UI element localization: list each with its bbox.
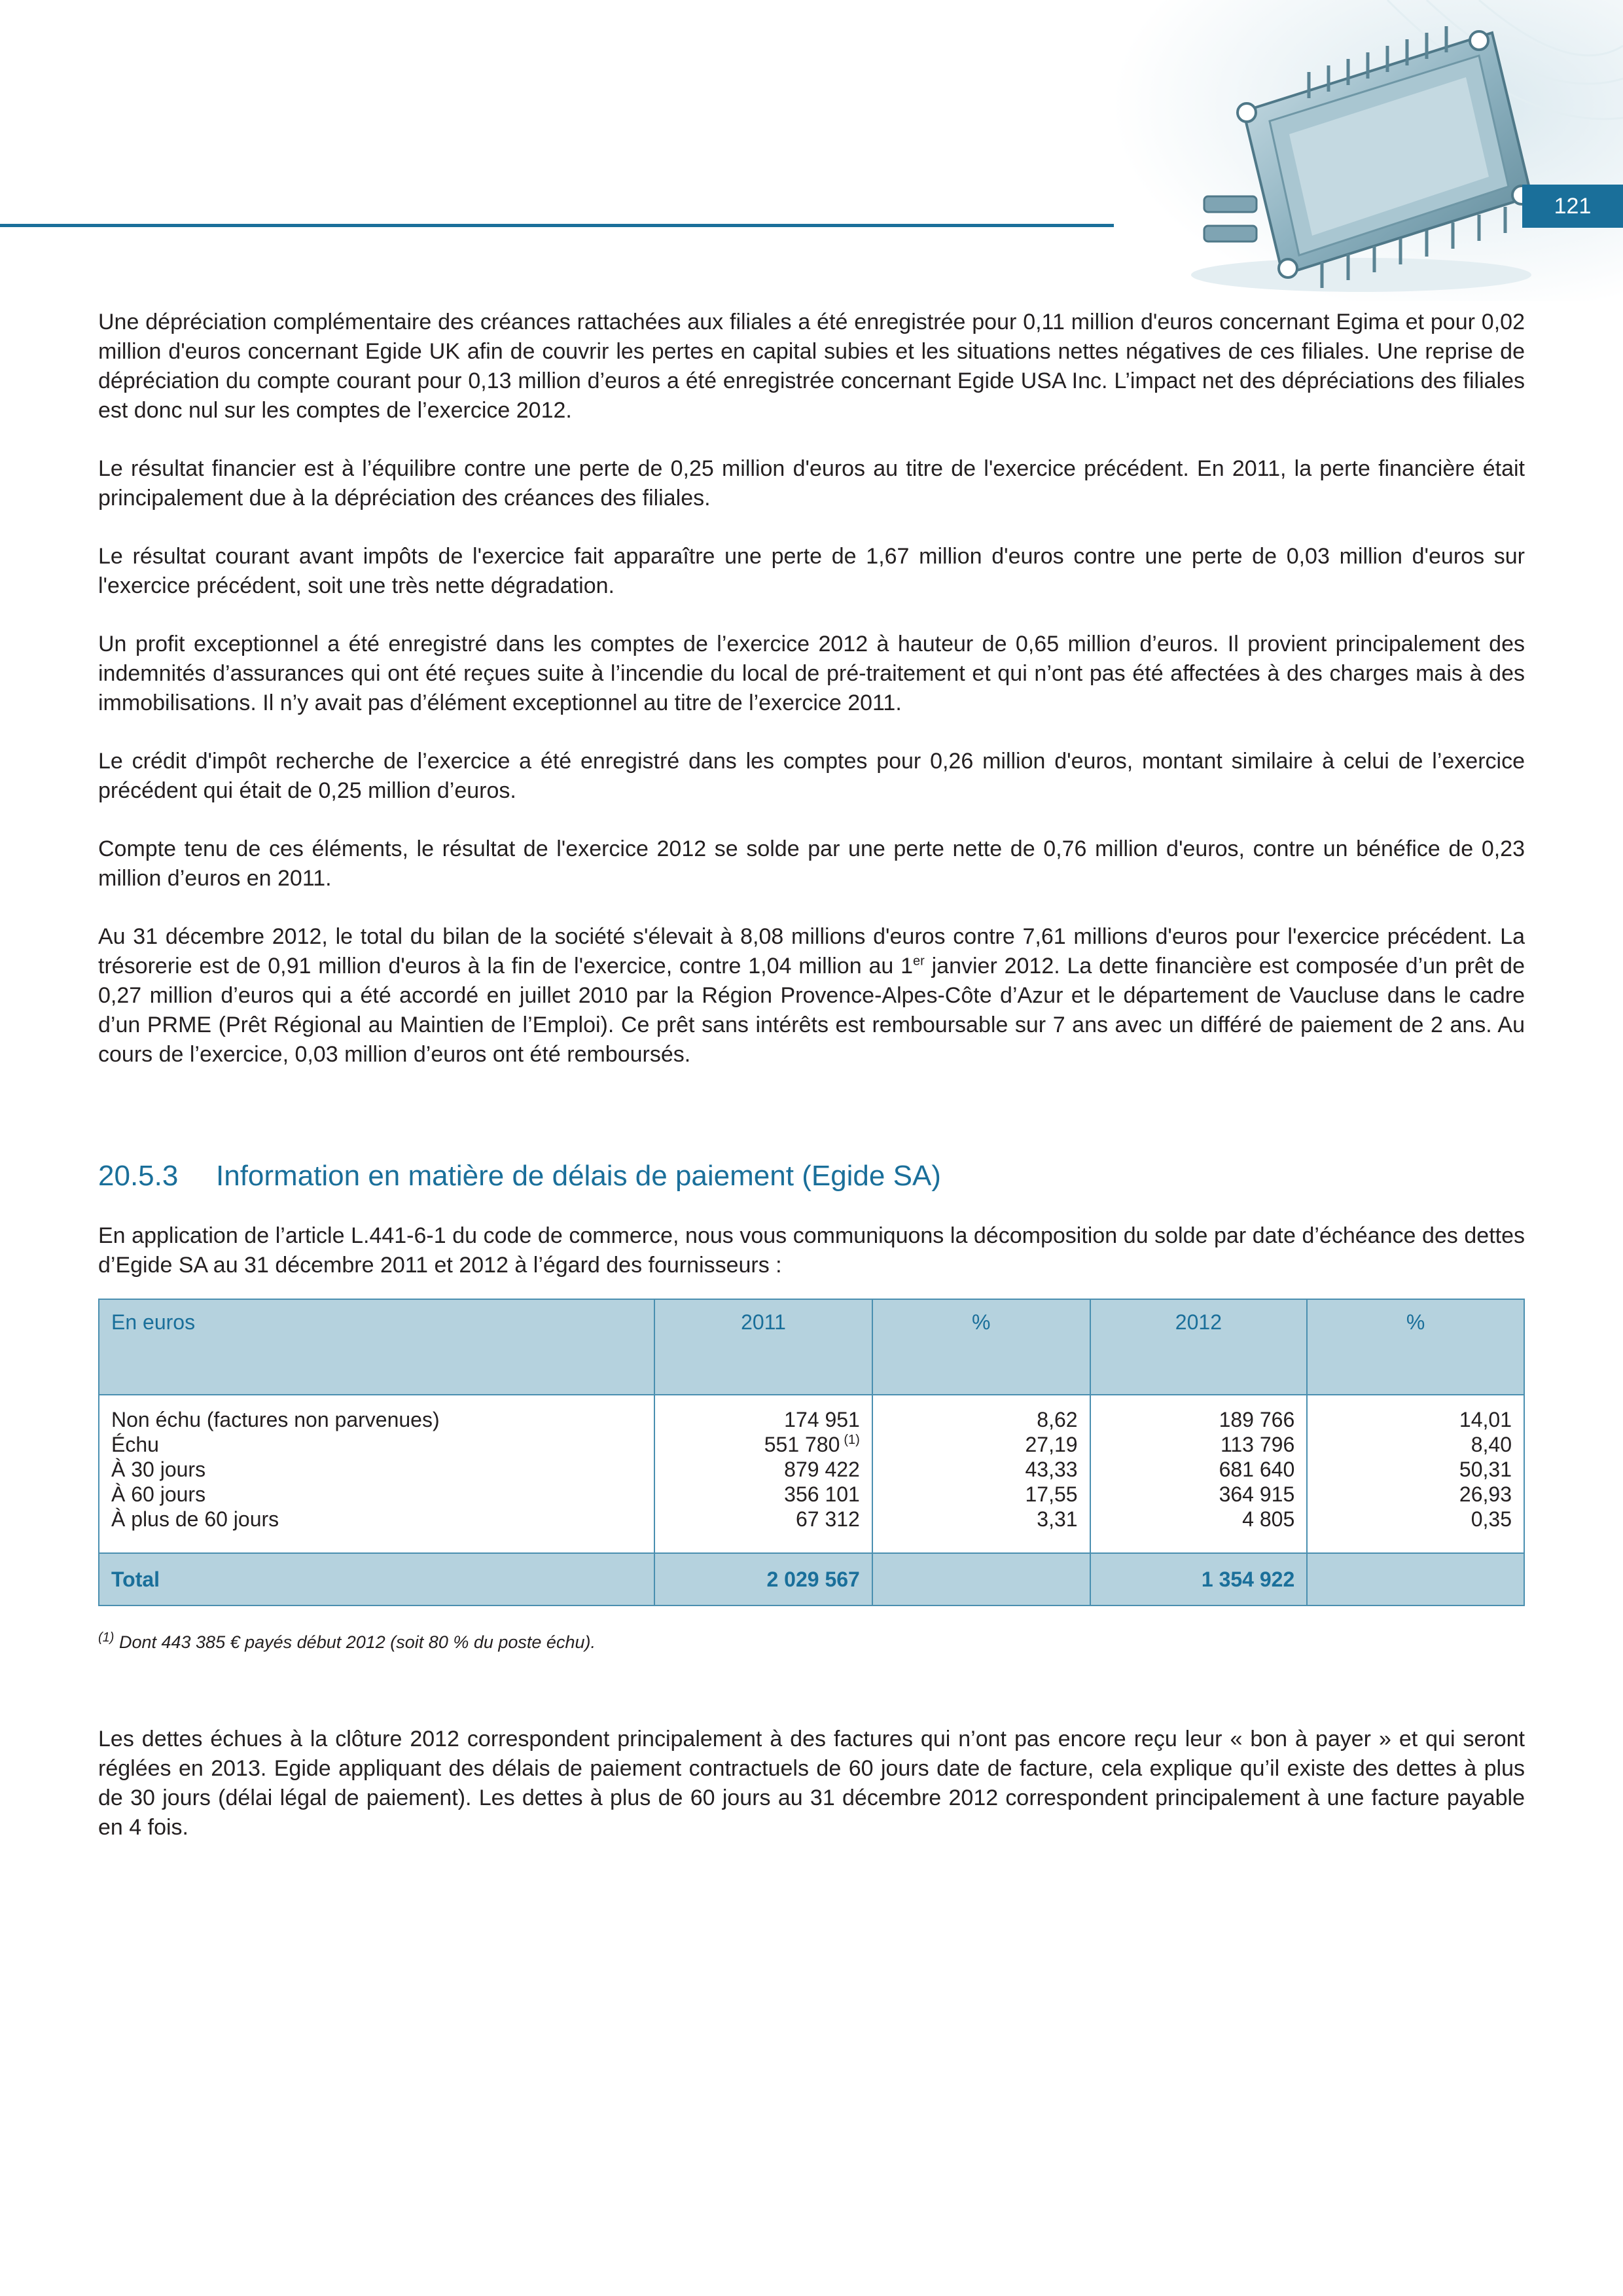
total-label: Total [99,1553,654,1605]
values-2012-cell [1090,1395,1308,1553]
paragraph-closing: Les dettes échues à la clôture 2012 correspondent principalement à des factures qui n’ont pas encore reçu leur « bon à payer » et qui seront réglées en 2013. Egide appliquant des délais de paiement contractuels de 60 jours date de facture, cela explique qu’il existe des dettes à plus de 30 jours (délai légal de paiement). Les dettes à plus de 60 jours au 31 décembre 2012 correspondent principalement à une facture payable en 4 fois. [98,1727,1525,1840]
row-label: Échu [111,1433,159,1456]
value-2011: 67 312 [795,1507,860,1531]
total-percent-2011 [872,1553,1090,1605]
percent-2012: 26,93 [1459,1482,1512,1506]
bilan-text-part2: janvier 2012. La dette financière est composée d’un prêt de 0,27 million d’euros qui a été accordé en juillet 2010 par la Région Provence-Alpes-Côte d’Azur et le département de Vaucluse dans le cadre d’un PRME (Prêt Régional au Maintien de l’Emploi). Ce prêt sans intérêts est remboursable sur 7 ans avec un différé de paiement de 2 ans. Au cours de l’exercice, 0,03 million d’euros ont été remboursés. [98,954,1525,1067]
row-label: À 30 jours [111,1458,206,1481]
value-2012: 681 640 [1219,1458,1295,1481]
value-2011: 551 780 [764,1433,840,1456]
footnote-text: Dont 443 385 € payés début 2012 (soit 80 % du poste échu). [114,1632,596,1652]
value-2011-echu [667,1432,860,1457]
percent-2012: 50,31 [1459,1458,1512,1481]
page-content [98,308,1525,1871]
section-intro: En application de l’article L.441-6-1 du code de commerce, nous vous communiquons la décomposition du solde par date d’échéance des dettes d’Egide SA au 31 décembre 2011 et 2012 à l’égard des fournisseurs : [98,1223,1525,1278]
footnote-mark: (1) [98,1630,115,1645]
header-package-illustration [1113,0,1623,301]
header-en-euros: En euros [99,1299,654,1395]
percent-2011: 27,19 [1025,1433,1078,1456]
bilan-superscript: er [913,954,925,969]
percent-2011: 17,55 [1025,1482,1078,1506]
value-2012: 189 766 [1219,1408,1295,1431]
percent-2012: 8,40 [1471,1433,1512,1456]
table-header-row [99,1299,1524,1395]
table-total-row [99,1553,1524,1605]
value-2011: 174 951 [784,1408,860,1431]
total-percent-2012 [1307,1553,1524,1605]
table-footnote [98,1632,1525,1653]
row-label: À plus de 60 jours [111,1507,279,1531]
row-label: À 60 jours [111,1482,206,1506]
paragraph-depreciation: Une dépréciation complémentaire des créances rattachées aux filiales a été enregistrée pour 0,11 million d'euros concernant Egima et pour 0,02 million d'euros concernant Egide UK afin de couvrir les pertes en capital subies et les situations nettes négatives de ces filiales. Une reprise de dépréciation du compte courant pour 0,13 million d’euros a été enregistrée concernant Egide USA Inc. L’impact net des dépréciations des filiales est donc nul sur les comptes de l’exercice 2012. [98,310,1525,423]
value-2012: 113 796 [1220,1433,1295,1456]
value-2012: 364 915 [1219,1482,1295,1506]
payment-terms-table [98,1299,1525,1606]
value-2011: 356 101 [784,1482,860,1506]
section-number: 20.5.3 [98,1160,179,1192]
percent-2012: 14,01 [1459,1408,1512,1431]
paragraph-resultat-courant: Le résultat courant avant impôts de l'exercice fait apparaître une perte de 1,67 million d'euros contre une perte de 0,03 million d'euros sur l'exercice précédent, soit une très nette dégradation. [98,544,1525,598]
percent-2011: 43,33 [1025,1458,1078,1481]
footnote-ref: (1) [844,1433,860,1448]
bilan-text-part1: Au 31 décembre 2012, le total du bilan de la société s'élevait à 8,08 millions d'euros contre 7,61 millions d'euros pour l'exercice précédent. La trésorerie est de 0,91 million d'euros à la fin de l'exercice, contre 1,04 million au 1 [98,924,1525,978]
values-2011-cell [654,1395,872,1553]
percent-2012-cell [1307,1395,1524,1553]
paragraph-credit-impot: Le crédit d'impôt recherche de l’exercice a été enregistré dans les comptes pour 0,26 million d'euros, montant similaire à celui de l’exercice précédent qui était de 0,25 million d’euros. [98,749,1525,803]
page-number: 121 [1522,185,1623,228]
total-2011: 2 029 567 [654,1553,872,1605]
section-title: Information en matière de délais de paiement (Egide SA) [216,1160,941,1192]
header-2012: 2012 [1090,1299,1308,1395]
row-label: Non échu (factures non parvenues) [111,1408,440,1431]
header-percent-2012: % [1307,1299,1524,1395]
paragraph-resultat-financier: Le résultat financier est à l’équilibre contre une perte de 0,25 million d'euros au titre de l'exercice précédent. En 2011, la perte financière était principalement due à la dépréciation des créances des filiales. [98,456,1525,511]
header-2011: 2011 [654,1299,872,1395]
header-percent-2011: % [872,1299,1090,1395]
row-labels-cell [99,1395,654,1553]
paragraph-profit-exceptionnel: Un profit exceptionnel a été enregistré dans les comptes de l’exercice 2012 à hauteur de 0,65 million d’euros. Il provient principalement des indemnités d’assurances qui ont été reçues suite à l’incendie du local de pré-traitement et qui n’ont pas été affectées à des charges mais à des immobilisations. Il n’y avait pas d’élément exceptionnel au titre de l’exercice 2011. [98,632,1525,715]
total-2012: 1 354 922 [1090,1553,1308,1605]
paragraph-resultat-exercice: Compte tenu de ces éléments, le résultat de l'exercice 2012 se solde par une perte nette de 0,76 million d'euros, contre un bénéfice de 0,23 million d’euros en 2011. [98,836,1525,891]
header-rule [0,224,1114,227]
value-2011: 879 422 [784,1458,860,1481]
percent-2011-cell [872,1395,1090,1553]
percent-2011: 3,31 [1037,1507,1078,1531]
table-body-row [99,1395,1524,1553]
paragraph-bilan [98,922,1525,1069]
section-heading [98,1160,1525,1193]
percent-2011: 8,62 [1037,1408,1078,1431]
value-2012: 4 805 [1242,1507,1295,1531]
percent-2012: 0,35 [1471,1507,1512,1531]
